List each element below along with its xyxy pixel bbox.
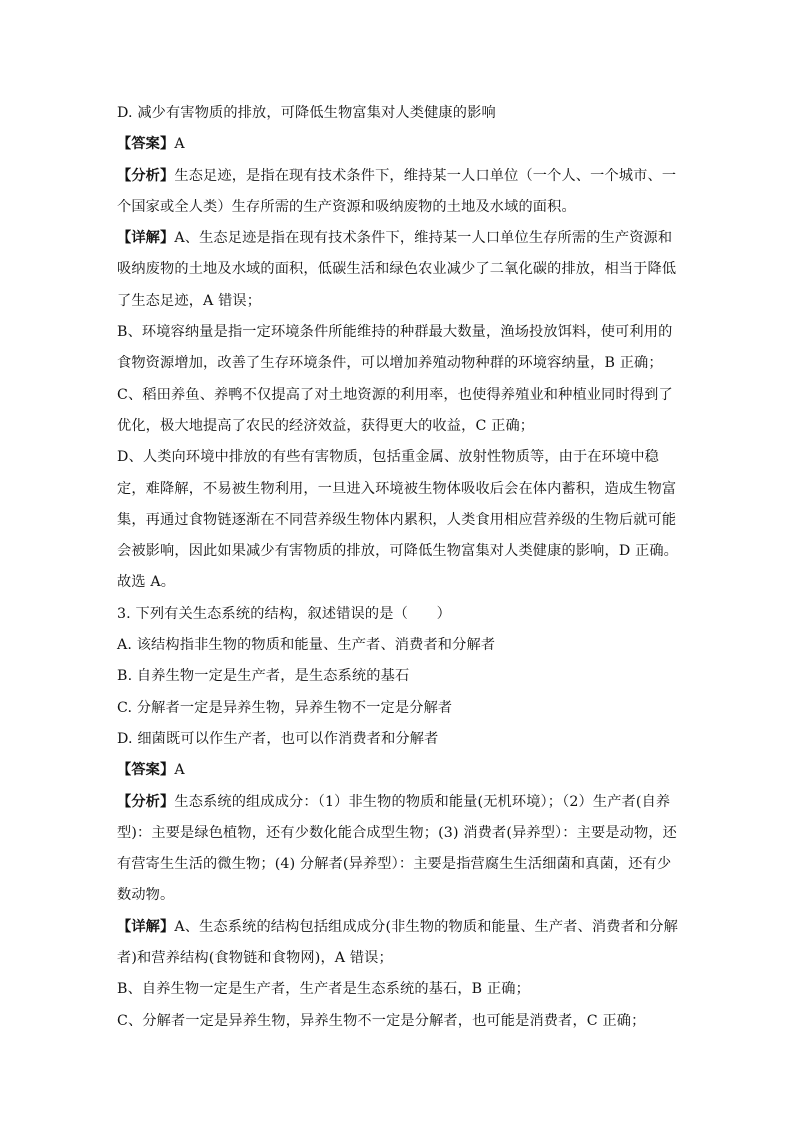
text-line: [117, 661, 677, 692]
line-text: D. 细菌既可以作生产者，也可以作消费者和分解者: [117, 730, 439, 747]
line-text: A、生态足迹是指在现有技术条件下，维持某一人口单位生存所需的生产资源和: [174, 230, 673, 247]
line-text: 优化，极大地提高了农民的经济效益，获得更大的收益，C 正确；: [117, 417, 535, 434]
section-tag: 【分析】: [117, 167, 175, 184]
line-text: A: [174, 762, 185, 779]
text-line: [117, 536, 677, 567]
line-text: 个国家或全人类）生存所需的生产资源和吸纳废物的土地及水域的面积。: [117, 198, 576, 215]
text-line: [117, 474, 677, 505]
line-text: 型)：主要是绿色植物，还有少数化能合成型生物；(3) 消费者(异养型）：主要是动物，还: [117, 824, 677, 841]
text-line: [117, 943, 677, 974]
text-line: [117, 161, 677, 192]
line-text: 集，再通过食物链逐渐在不同营养级生物体内累积，人类食用相应营养级的生物后就可能: [117, 511, 677, 528]
text-line: [117, 223, 677, 254]
text-line: [117, 912, 677, 943]
document-page: [117, 98, 677, 1037]
text-line: [117, 787, 677, 818]
text-line: [117, 317, 677, 348]
text-line: [117, 286, 677, 317]
line-text: 故选 A。: [117, 574, 176, 591]
text-line: [117, 254, 677, 285]
text-line: [117, 693, 677, 724]
text-line: [117, 974, 677, 1005]
text-line: [117, 1006, 677, 1037]
line-text: 生态系统的组成成分：（1）非生物的物质和能量(无机环境）；（2）生产者(自养: [174, 793, 671, 810]
line-text: 会被影响，因此如果减少有害物质的排放，可降低生物富集对人类健康的影响，D 正确。: [117, 543, 679, 560]
text-line: [117, 98, 677, 129]
line-text: B、自养生物一定是生产者，生产者是生态系统的基石，B 正确；: [117, 981, 530, 998]
text-line: [117, 442, 677, 473]
text-line: [117, 567, 677, 598]
text-line: [117, 818, 677, 849]
text-line: [117, 849, 677, 880]
section-tag: 【答案】: [117, 136, 175, 153]
line-text: 吸纳废物的土地及水域的面积，低碳生活和绿色农业减少了二氧化碳的排放，相当于降低: [117, 261, 677, 278]
line-text: 食物资源增加，改善了生存环境条件，可以增加养殖动物种群的环境容纳量，B 正确；: [117, 355, 663, 372]
line-text: A、生态系统的结构包括组成成分(非生物的物质和能量、生产者、消费者和分解: [174, 918, 678, 935]
line-text: D. 减少有害物质的排放，可降低生物富集对人类健康的影响: [117, 105, 496, 121]
line-text: B、环境容纳量是指一定环境条件所能维持的种群最大数量，渔场投放饵料，使可利用的: [117, 324, 673, 341]
text-line: [117, 880, 677, 911]
line-text: 了生态足迹，A 错误；: [117, 292, 262, 309]
text-line: [117, 129, 677, 160]
text-line: [117, 411, 677, 442]
line-text: D、人类向环境中排放的有些有害物质，包括重金属、放射性物质等，由于在环境中稳: [117, 449, 660, 466]
line-text: A: [174, 136, 185, 153]
text-line: [117, 630, 677, 661]
text-line: [117, 380, 677, 411]
line-text: 定，难降解，不易被生物利用，一旦进入环境被生物体吸收后会在体内蓄积，造成生物富: [117, 480, 677, 497]
line-text: C、稻田养鱼、养鸭不仅提高了对土地资源的利用率，也使得养殖业和种植业同时得到了: [117, 386, 673, 403]
line-text: A. 该结构指非生物的物质和能量、生产者、消费者和分解者: [117, 637, 496, 654]
text-line: [117, 724, 677, 755]
text-line: [117, 505, 677, 536]
section-tag: 【详解】: [117, 230, 175, 247]
line-text: 生态足迹，是指在现有技术条件下，维持某一人口单位（一个人、一个城市、一: [174, 167, 677, 184]
line-text: 者)和营养结构(食物链和食物网)，A 错误；: [117, 950, 393, 967]
line-text: B. 自养生物一定是生产者，是生态系统的基石: [117, 668, 410, 685]
line-text: 有营寄生生活的微生物；(4) 分解者(异养型）：主要是指营腐生生活细菌和真菌，还有少: [117, 856, 672, 873]
line-text: C. 分解者一定是异养生物，异养生物不一定是分解者: [117, 699, 453, 716]
text-line: [117, 755, 677, 786]
section-tag: 【详解】: [117, 918, 175, 935]
section-tag: 【分析】: [117, 793, 175, 810]
line-text: 数动物。: [117, 887, 175, 904]
line-text: C、分解者一定是异养生物，异养生物不一定是分解者，也可能是消费者，C 正确；: [117, 1012, 646, 1029]
text-line: [117, 599, 677, 630]
section-tag: 【答案】: [117, 762, 175, 779]
line-text: 3. 下列有关生态系统的结构，叙述错误的是（ ）: [117, 605, 451, 622]
text-line: [117, 192, 677, 223]
text-line: [117, 348, 677, 379]
